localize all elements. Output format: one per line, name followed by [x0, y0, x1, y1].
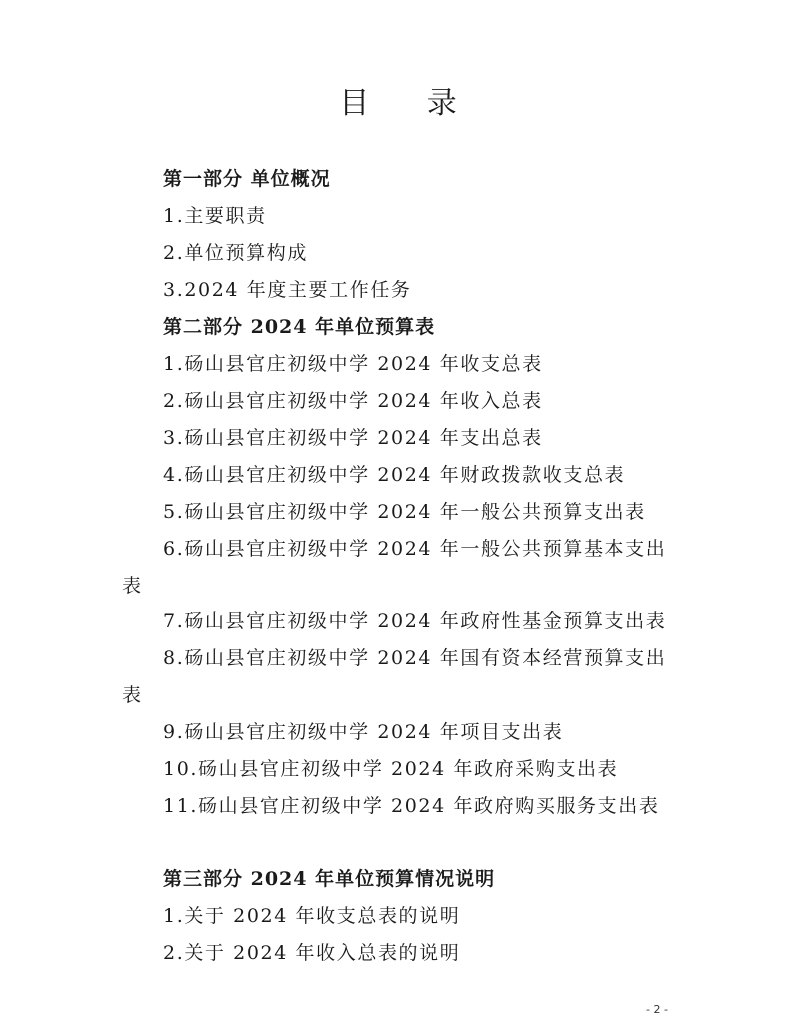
toc-item: 2.单位预算构成	[163, 242, 308, 264]
toc-title: 目 录	[339, 86, 481, 121]
toc-item: 8.砀山县官庄初级中学 2024 年国有资本经营预算支出	[163, 647, 667, 669]
page-number: - 2 -	[646, 1003, 668, 1016]
section-heading-1: 第一部分 单位概况	[163, 168, 331, 190]
toc-item: 1.砀山县官庄初级中学 2024 年收支总表	[163, 353, 543, 375]
toc-item: 1.关于 2024 年收支总表的说明	[163, 905, 461, 927]
toc-item: 5.砀山县官庄初级中学 2024 年一般公共预算支出表	[163, 501, 646, 523]
section-heading-2: 第二部分 2024 年单位预算表	[163, 316, 436, 338]
toc-item: 10.砀山县官庄初级中学 2024 年政府采购支出表	[163, 758, 619, 780]
toc-item: 2.砀山县官庄初级中学 2024 年收入总表	[163, 390, 543, 412]
toc-item-continuation: 表	[122, 684, 143, 706]
toc-item: 4.砀山县官庄初级中学 2024 年财政拨款收支总表	[163, 464, 626, 486]
toc-item: 3.2024 年度主要工作任务	[163, 279, 412, 301]
toc-item: 1.主要职责	[163, 205, 267, 227]
toc-item: 9.砀山县官庄初级中学 2024 年项目支出表	[163, 721, 564, 743]
section-heading-3: 第三部分 2024 年单位预算情况说明	[163, 868, 496, 890]
toc-item: 6.砀山县官庄初级中学 2024 年一般公共预算基本支出	[163, 538, 667, 560]
toc-item: 11.砀山县官庄初级中学 2024 年政府购买服务支出表	[163, 795, 660, 817]
toc-item: 2.关于 2024 年收入总表的说明	[163, 942, 461, 964]
toc-item-continuation: 表	[122, 575, 143, 597]
toc-item: 7.砀山县官庄初级中学 2024 年政府性基金预算支出表	[163, 610, 667, 632]
toc-item: 3.砀山县官庄初级中学 2024 年支出总表	[163, 427, 543, 449]
